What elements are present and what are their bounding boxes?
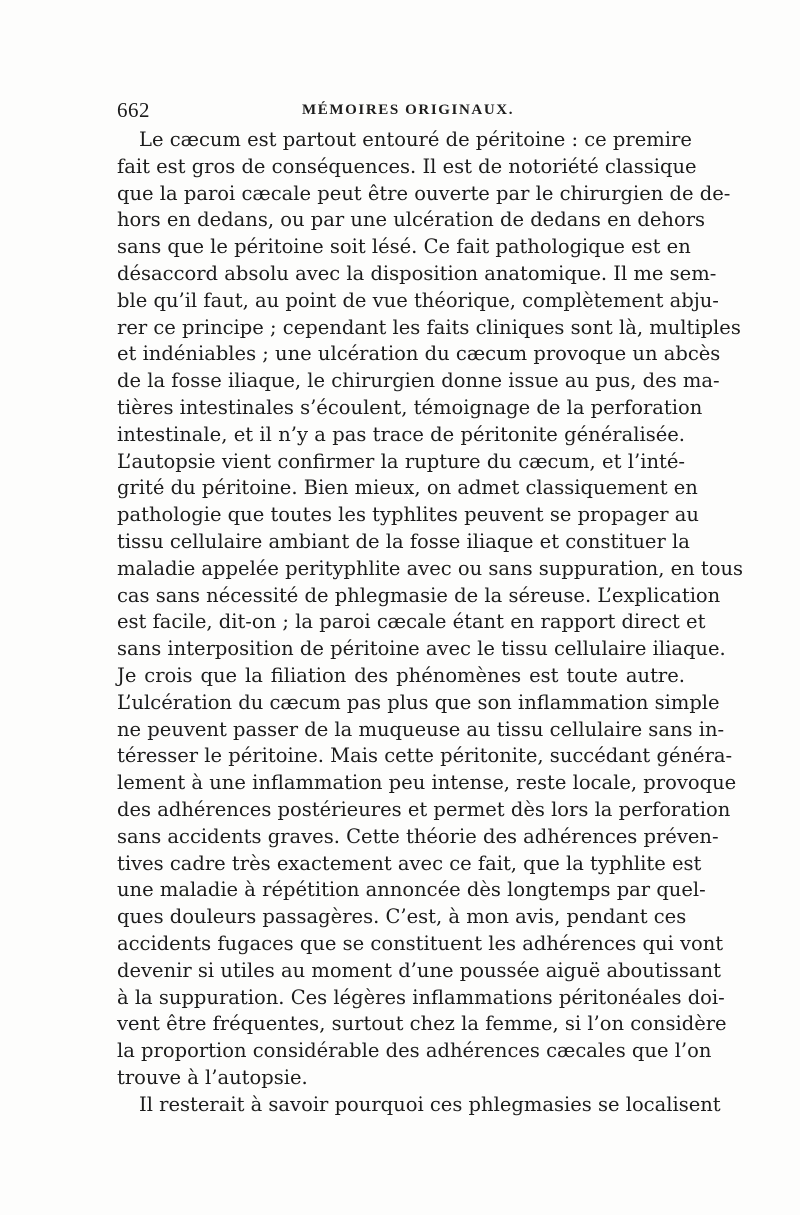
text-line: sans accidents graves. Cette théorie des adhérences préven- — [117, 824, 719, 848]
text-line: sans que le péritoine soit lésé. Ce fait pathologique est en — [117, 235, 691, 259]
section-title: MÉMOIRES ORIGINAUX. — [302, 102, 515, 118]
text-line: fait est gros de conséquences. Il est de notoriété classique — [117, 154, 697, 178]
text-line: est facile, dit-on ; la paroi cæcale étant en rapport direct et — [117, 610, 706, 634]
text-line: grité du péritoine. Bien mieux, on admet classiquement en — [117, 476, 698, 500]
text-line: Il resterait à savoir pourquoi ces phlegmasies se localisent — [139, 1092, 721, 1116]
text-line: des adhérences postérieures et permet dès lors la perforation — [117, 797, 731, 821]
text-line: rer ce principe ; cependant les faits cliniques sont là, multiples — [117, 315, 741, 339]
text-line: hors en dedans, ou par une ulcération de dedans en dehors — [117, 208, 706, 232]
page-number: 662 — [117, 98, 150, 122]
text-line: devenir si utiles au moment d’une poussée aiguë aboutissant — [117, 958, 721, 982]
text-line: que la paroi cæcale peut être ouverte par le chirurgien de de- — [117, 181, 731, 205]
text-line: ques douleurs passagères. C’est, à mon avis, pendant ces — [117, 905, 687, 929]
text-line: tissu cellulaire ambiant de la fosse iliaque et constituer la — [117, 529, 690, 553]
text-line: Le cæcum est partout entouré de péritoine : ce premire — [139, 128, 692, 151]
text-line: tières intestinales s’écoulent, témoignage de la perforation — [117, 395, 703, 419]
text-line: téresser le péritoine. Mais cette péritonite, succédant généra- — [117, 744, 733, 768]
text-line: de la fosse iliaque, le chirurgien donne issue au pus, des ma- — [117, 369, 720, 393]
text-line: lement à une inflammation peu intense, reste locale, provoque — [117, 771, 737, 795]
text-line: à la suppuration. Ces légères inflammations péritonéales doi- — [117, 985, 725, 1009]
text-line: sans interposition de péritoine avec le tissu cellulaire iliaque. — [117, 637, 726, 661]
body-text — [117, 127, 744, 1118]
running-head — [117, 98, 687, 124]
text-line: pathologie que toutes les typhlites peuvent se propager au — [117, 503, 699, 527]
text-line: Je crois que la filiation des phénomènes est toute autre. — [117, 663, 685, 687]
text-line: la proportion considérable des adhérences cæcales que l’on — [117, 1039, 712, 1063]
text-line: L’ulcération du cæcum pas plus que son inflammation simple — [117, 690, 720, 714]
text-line: une maladie à répétition annoncée dès longtemps par quel- — [117, 878, 706, 902]
text-line: trouve à l’autopsie. — [117, 1065, 308, 1089]
text-line: cas sans nécessité de phlegmasie de la séreuse. L’explication — [117, 583, 721, 607]
text-line: et indéniables ; une ulcération du cæcum provoque un abcès — [117, 342, 721, 366]
text-line: L’autopsie vient confirmer la rupture du cæcum, et l’inté- — [117, 449, 685, 473]
text-line: accidents fugaces que se constituent les adhérences qui vont — [117, 931, 724, 955]
text-line: vent être fréquentes, surtout chez la femme, si l’on considère — [117, 1012, 727, 1036]
text-line: tives cadre très exactement avec ce fait, que la typhlite est — [117, 851, 702, 875]
text-line: ne peuvent passer de la muqueuse au tissu cellulaire sans in- — [117, 717, 725, 741]
text-line: ble qu’il faut, au point de vue théorique, complètement abju- — [117, 288, 719, 312]
text-line: maladie appelée perityphlite avec ou sans suppuration, en tous — [117, 556, 744, 580]
text-line: intestinale, et il n’y a pas trace de péritonite généralisée. — [117, 422, 685, 446]
text-line: désaccord absolu avec la disposition anatomique. Il me sem- — [117, 261, 717, 285]
